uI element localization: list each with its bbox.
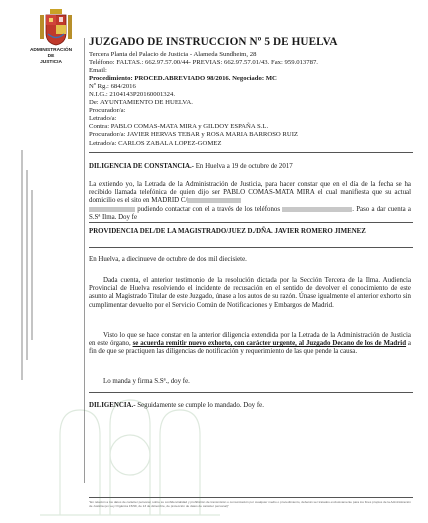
court-address: Tercera Planta del Palacio de Justicia - Alameda Sundheim, 28 — [89, 51, 257, 58]
defendant: Contra: PABLO COMAS-MATA MIRA y GILDOY ESPAÑA S.L. — [89, 123, 269, 131]
plaintiff-letrado: Letrado/a: — [89, 115, 117, 123]
nig-number: N.I.G.: 2104143P20160001324. — [89, 91, 176, 99]
court-phones: Teléfono: FALTAS.: 662.97.57.00/44- PREVIAS: 662.97.57.01/43. Fax: 959.013787. — [89, 59, 318, 67]
separator-line-4 — [89, 392, 413, 393]
separator-line — [89, 152, 413, 153]
diligencia-final: DILIGENCIA.- Seguidamente se cumple lo mandado. Doy fe. — [89, 402, 264, 409]
registry-number: Nº Rg.: 684/2016 — [89, 83, 136, 91]
remitir-exhorto-highlight: se acuerda remitir nuevo exhorto, con carácter urgente, al Juzgado Decano de los de Madrid — [132, 340, 407, 348]
diligencia-constancia-section: DILIGENCIA DE CONSTANCIA.- En Huelva a 19 de octubre de 2017 — [89, 163, 293, 170]
providencia-paragraph-2: Visto lo que se hace constar en la anterior diligencia extendida por la Letrada de la Administración de Justicia en este órgano, se acuerda remitir nuevo exhorto, con carácter urgente, al Juzgado Decano de los de Madrid a fin de que se practiquen las diligencias de notificación y requerimiento de las que pende la causa. — [89, 332, 411, 356]
data-protection-footer: "En relación a los datos de carácter personal, sobre su confidencialidad y prohibición de transmisión o comunicación por cualquier medio o procedimiento, deberán ser tratados exclusivamente para los fines propios de la Administración de Justicia (ex Ley Orgánica 15/99, de 13 de diciembre, de protección de datos de carácter personal)" — [89, 500, 411, 508]
procedure-line: Procedimiento: PROCED.ABREVIADO 98/2016. Negociado: MC — [89, 75, 277, 83]
providencia-heading: PROVIDENCIA DEL/DE LA MAGISTRADO/JUEZ D./DÑA. JAVIER ROMERO JIMENEZ — [89, 228, 366, 235]
plaintiff-procurador: Procurador/a: — [89, 107, 126, 115]
defendant-letrado: Letrado/a: CARLOS ZABALA LOPEZ-GOMEZ — [89, 139, 222, 147]
case-header — [89, 51, 414, 148]
redacted-phones — [282, 207, 352, 212]
diligencia-constancia-text: La extiendo yo, la Letrada de la Administración de Justicia, para hacer constar que en el día de la fecha se ha recibido llamada telefónica de quien dijo ser PABLO COMAS-MATA MIRA el cual manifiesta que su actual domicilio es el sito en MADRID C/ pudiendo contactar con el a través de los teléfonos . Paso a dar cuenta a S.Sª Ilma. Doy fe — [89, 181, 411, 221]
vertical-margin-text-icon — [19, 150, 35, 380]
providencia-place-date: En Huelva, a diecinueve de octubre de dos mil diecisiete. — [89, 256, 247, 263]
redacted-address — [187, 198, 241, 203]
diligencia-constancia-heading: DILIGENCIA DE CONSTANCIA.- — [89, 163, 194, 170]
separator-line-2 — [89, 222, 413, 223]
coat-of-arms-icon — [36, 7, 76, 47]
providencia-paragraph-1: Dada cuenta, el anterior testimonio de la resolución dictada por la Sección Tercera de la Ilma. Audiencia Provincial de Huelva resolviendo el incidente de recusación en el sentido de devolver el conocimiento de este asunto al Magistrado Titular de este Juzgado, únase a los autos de su razón. Únase igualmente el anterior exhorto sin cumplimentar devuelto por el Servicio Común de Notificaciones y Embargos de Madrid. — [89, 277, 411, 309]
court-email: Email: — [89, 67, 107, 75]
defendant-procurador: Procurador/a: JAVIER HERVAS TEBAR y ROSA MARIA BARROSO RUIZ — [89, 131, 299, 139]
separator-line-3 — [89, 247, 413, 248]
redacted-address-2 — [89, 207, 135, 212]
administration-logo-text: ADMINISTRACIÓN DE JUSTICIA — [29, 48, 73, 65]
plaintiff: De: AYUNTAMIENTO DE HUELVA. — [89, 99, 193, 107]
signature-line: Lo manda y firma S.Sª., doy fe. — [103, 378, 190, 385]
court-title: JUZGADO DE INSTRUCCION Nº 5 DE HUELVA — [89, 36, 338, 48]
